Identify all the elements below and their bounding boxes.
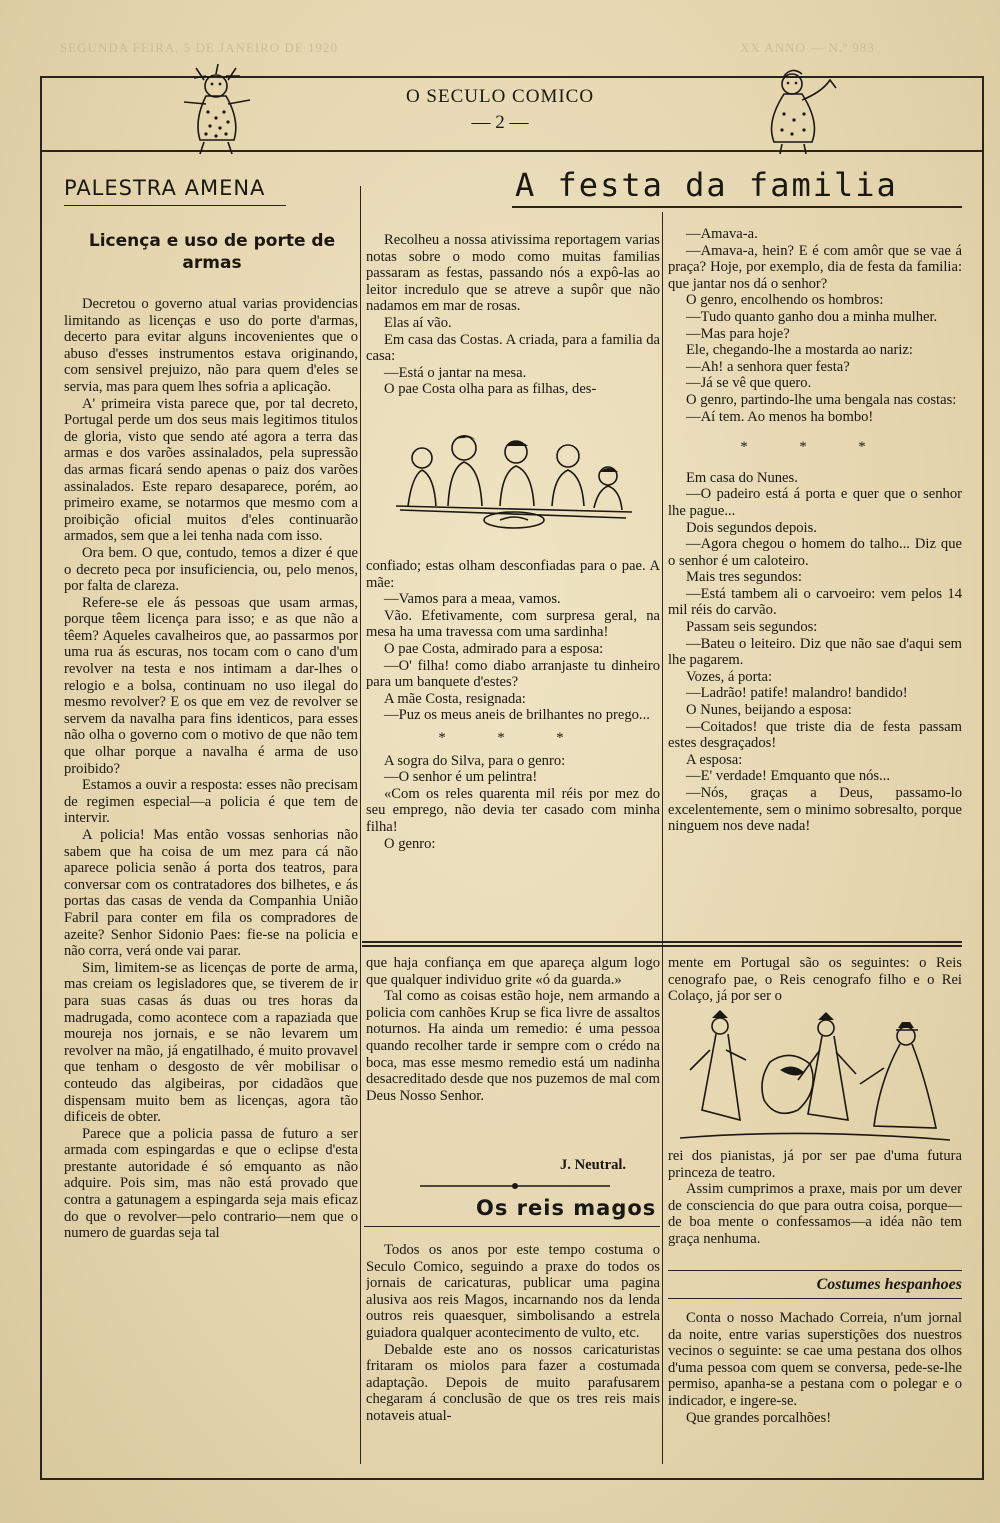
festa-paragraph: —Bateu o leiteiro. Diz que não sae d'aqui sem lhe pagarem. — [668, 635, 962, 669]
festa-paragraph: Mais tres segundos: — [686, 569, 802, 586]
palestra-paragraph: A policia! Mas então vossas senhorias não sabem que ha coisa de um mez para cá não aparece policia senão á porta dos teatros, para conversar com os contratadores dos bilhetes, e ás portas das casas de venda da Companhia União Fabril para conter em fila os compradores de azeite? Senhor Sidonio Paes: fie-se na policia e não corra, verá onde vai parar. — [64, 827, 358, 960]
newspaper-title: O SECULO COMICO — [405, 86, 595, 107]
palestra-paragraph: que haja confiança em que apareça algum logo que qualquer individuo grite «ó da guarda.» — [366, 955, 660, 988]
festa-column-2-top — [366, 232, 660, 398]
reis-paragraph: rei dos pianistas, já por ser pae d'uma futura princeza de teatro. — [668, 1148, 962, 1181]
festa-end-rule — [362, 941, 962, 943]
article-title-reis: Os reis magos — [476, 1196, 657, 1220]
festa-paragraph: Recolheu a nossa ativissima reportagem varias notas sobre o modo como muitas familias passaram as festas, passando nós a expô-las ao leitor incredulo que se atreve a supôr que não nadamos em mar de rosas. — [366, 232, 660, 315]
festa-paragraph: Vozes, á porta: — [686, 668, 773, 685]
palestra-paragraph: A' primeira vista parece que, por tal decreto, Portugal perde um dos seus mais legitimos titulos de gloria, visto que sendo até agora a terra das armas e dos varões assinalados, pela supressão das armas ficará sendo apenas o paiz dos varões assinalados. Este reparo desaparece, porém, ao primeiro exame, se notarmos que mesmo com a proibição oficial muitos d'eles continuarão armados, sem que a lei tenha nada com isso. — [64, 395, 358, 545]
festa-paragraph: —Tudo quanto ganho dou a minha mulher. — [686, 308, 938, 325]
running-head-right: XX ANNO — N.º 983 — [740, 40, 875, 55]
festa-paragraph: —Está tambem ali o carvoeiro: vem pelos 14 mil réis do carvão. — [668, 585, 962, 619]
festa-paragraph: —O' filha! como diabo arranjaste tu dinheiro para um banquete d'estes? — [366, 657, 660, 691]
reis-title-rule — [364, 1226, 660, 1227]
festa-paragraph: Elas aí vão. — [384, 314, 452, 331]
festa-paragraph: —Amava-a, hein? E é com amôr que se vae á praça? Hoje, por exemplo, dia de festa da familia: que jantar nos dá o senhor? — [668, 242, 962, 292]
reis-paragraph: Debalde este ano os nossos caricaturistas fritaram os miolos para fazer a costumada adaptação. Depois de muito parafusarem chegaram á conclusão de que os tres reis mais notaveis atual- — [366, 1341, 660, 1424]
article-title-costumes: Costumes hespanhoes — [816, 1276, 962, 1293]
festa-paragraph: —E' verdade! Emquanto que nós... — [686, 768, 891, 785]
masthead — [340, 86, 660, 134]
article-title-licenca: Licença e uso de porte de armas — [88, 231, 336, 273]
reis-column-3-bottom — [668, 1148, 962, 1248]
festa-paragraph: «Com os reles quarenta mil réis por mez do seu emprego, não devia ter casado com minha filha! — [366, 785, 660, 835]
festa-column-2-bottom — [366, 558, 660, 852]
palestra-column — [64, 296, 358, 1466]
festa-column-3 — [668, 226, 962, 938]
festa-paragraph: Passam seis segundos: — [686, 619, 818, 636]
ornamental-divider — [420, 1181, 610, 1191]
right-doll-icon — [752, 62, 840, 158]
page-number: — 2 — — [471, 112, 529, 133]
reis-paragraph: Assim cumprimos a praxe, mais por um dever de consciencia do que para outra coisa, porque—de boa mente o confessamos—a idéa não tem graça nenhuma. — [668, 1181, 962, 1247]
section-title-palestra: PALESTRA AMENA — [64, 176, 266, 200]
festa-paragraph: O pae Costa, admirado para a esposa: — [384, 640, 604, 657]
festa-paragraph: Dois segundos depois. — [686, 519, 817, 536]
festa-paragraph: —Aí tem. Ao menos ha bombo! — [686, 408, 874, 425]
running-head-left: SEGUNDA FEIRA, 5 DE JANEIRO DE 1920 — [60, 40, 339, 55]
festa-paragraph: —Já se vê que quero. — [686, 375, 812, 392]
festa-title-rule — [512, 206, 962, 208]
three-kings-illustration — [680, 1010, 950, 1148]
section-stars: * * * — [438, 729, 588, 746]
festa-paragraph: O genro, partindo-lhe uma bengala nas costas: — [686, 391, 957, 408]
festa-paragraph: —Amava-a. — [686, 226, 758, 242]
festa-paragraph: A esposa: — [686, 751, 743, 768]
costumes-title-rule — [668, 1298, 962, 1299]
column-divider-2 — [662, 212, 663, 1464]
palestra-continuation — [366, 955, 660, 1104]
festa-paragraph: —Coitados! que triste dia de festa passam estes desgraçados! — [668, 718, 962, 752]
costumes-paragraph: Que grandes porcalhões! — [686, 1409, 832, 1426]
festa-paragraph: confiado; estas olham desconfiadas para o pae. A mãe: — [366, 558, 660, 591]
festa-paragraph: A mãe Costa, resignada: — [384, 690, 526, 707]
section-rule — [64, 205, 286, 206]
festa-paragraph: —Ah! a senhora quer festa? — [686, 358, 850, 375]
festa-paragraph: —Agora chegou o homem do talho... Diz que o senhor é um caloteiro. — [668, 536, 962, 569]
festa-paragraph: —Mas para hoje? — [686, 325, 790, 342]
festa-paragraph: —O senhor é um pelintra! — [384, 769, 538, 786]
reis-column-2 — [366, 1242, 660, 1464]
palestra-paragraph: Refere-se ele ás pessoas que usam armas, porque têem licença para isso; e as que não a têem? Aqueles cavalheiros que, ao passarmos por uma rua ás escuras, nos tocam com o cano d'um revolver na testa e nos intimam a dar-lhes o relogio e a bolsa, continuam no uso ilegal do mesmo revolver? E os que em vez de revolver se servem da navalha para fins identicos, para esses não olha o governo com o motivo de que não tem que olhar porque a navalha é arma de uso proibido? — [64, 594, 358, 777]
costumes-column — [668, 1310, 962, 1426]
festa-paragraph: O pae Costa olha para as filhas, des- — [384, 381, 597, 398]
palestra-paragraph: Parece que a policia passa de futuro a ser armada com espingardas e que o eclipse d'esta prestante autoridade é só emquanto as não adquire. Pois sim, mas não está provado que contra a gatunagem a espingarda seja mais eficaz do que o revolver—pelo contrario—nem que o numero de guardas seja tal — [64, 1125, 358, 1242]
costumes-top-rule — [668, 1270, 962, 1271]
palestra-paragraph: Sim, limitem-se as licenças de porte de arma, mas creiam os legisladores que, se tiverem de ir para suas casas ás duas ou tres horas da madrugada, como acontece com a rapaziada que moureja nos jornais, e se não levarem um revolver na mão, já engatilhado, é muito provavel que tenham o desgosto de vêr mobilisar o conteudo das algibeiras, por cidadãos que dispensam muito bem as licenças, agora tão dificeis de obter. — [64, 959, 358, 1126]
festa-paragraph: O genro: — [384, 835, 436, 852]
festa-paragraph: —Vamos para a meaa, vamos. — [384, 591, 561, 608]
festa-paragraph: O genro, encolhendo os hombros: — [686, 292, 884, 309]
festa-paragraph: Vão. Efetivamente, com surpresa geral, na mesa ha uma travessa com uma sardinha! — [366, 607, 660, 641]
festa-paragraph: —O padeiro está á porta e quer que o senhor lhe pague... — [668, 486, 962, 519]
reis-column-3-top — [668, 955, 962, 1005]
costumes-paragraph: Conta o nosso Machado Correia, n'um jornal da noite, entre varias superstições dos nuestros vecinos o seguinte: se cae uma pestana dos olhos d'uma pessoa com quem se conversa, pede-se-lhe permiso, apanha-se a pestana com o polegar e o indicador, e ingere-se. — [668, 1310, 962, 1409]
festa-paragraph: —Nós, graças a Deus, passamo-lo excelentemente, sem o minimo sobresalto, porque ninguem nos deve nada! — [668, 785, 962, 835]
reis-paragraph: mente em Portugal são os seguintes: o Reis cenografo pae, o Reis cenografo filho e o Rei Colaço, já por ser o — [668, 955, 962, 1005]
palestra-paragraph: Estamos a ouvir a resposta: esses não precisam de regimen especial—a policia é que tem de intervir. — [64, 777, 358, 827]
palestra-paragraph: Tal como as coisas estão hoje, nem armando a policia com canhões Krup se fica livre de assaltos noturnos. Ha ainda um remedio: é uma pessoa quando recolher tarde ir sempre com o crédo na boca, mas esse mesmo remedio está um nadinha desacreditado desde que nos puzemos de mal com Deus Nosso Senhor. — [366, 988, 660, 1104]
article-signature: J. Neutral. — [560, 1157, 627, 1173]
left-doll-icon — [176, 62, 258, 158]
festa-paragraph: —Está o jantar na mesa. — [384, 364, 527, 381]
festa-paragraph: —Ladrão! patife! malandro! bandido! — [686, 685, 908, 702]
column-divider-1 — [360, 186, 361, 1464]
festa-paragraph: Ele, chegando-lhe a mostarda ao nariz: — [686, 342, 913, 359]
festa-paragraph: O Nunes, beijando a esposa: — [686, 702, 852, 719]
article-title-festa: A festa da familia — [515, 166, 898, 204]
festa-end-rule — [362, 945, 962, 947]
palestra-paragraph: Decretou o governo atual varias providencias limitando as licenças e uso do porte d'armas, decerto para evitar alguns incovenientes que o abuso d'esses instrumentos estava originando, com sensivel prejuizo, não para quem d'eles se servia, mas para quem lhes sofria a aplicação. — [64, 296, 358, 395]
festa-paragraph: Em casa das Costas. A criada, para a familia da casa: — [366, 331, 660, 365]
section-stars: * * * — [740, 439, 890, 456]
festa-paragraph: —Puz os meus aneis de brilhantes no prego... — [384, 707, 650, 724]
festa-paragraph: A sogra do Silva, para o genro: — [384, 752, 566, 769]
palestra-paragraph: Ora bem. O que, contudo, temos a dizer é que o decreto peca por insuficiencia, ou, pelo menos, por falta de clareza. — [64, 544, 358, 595]
reis-paragraph: Todos os anos por este tempo costuma o Seculo Comico, seguindo a praxe do todos os jornais de caricaturas, publicar uma pagina alusiva aos reis Magos, incarnando nos da lenda outros reis quaesquer, simbolisando a estrela guiadora qualquer acontecimento de vulto, etc. — [366, 1242, 660, 1341]
festa-paragraph: Em casa do Nunes. — [686, 469, 798, 486]
family-dinner-illustration — [386, 428, 642, 552]
